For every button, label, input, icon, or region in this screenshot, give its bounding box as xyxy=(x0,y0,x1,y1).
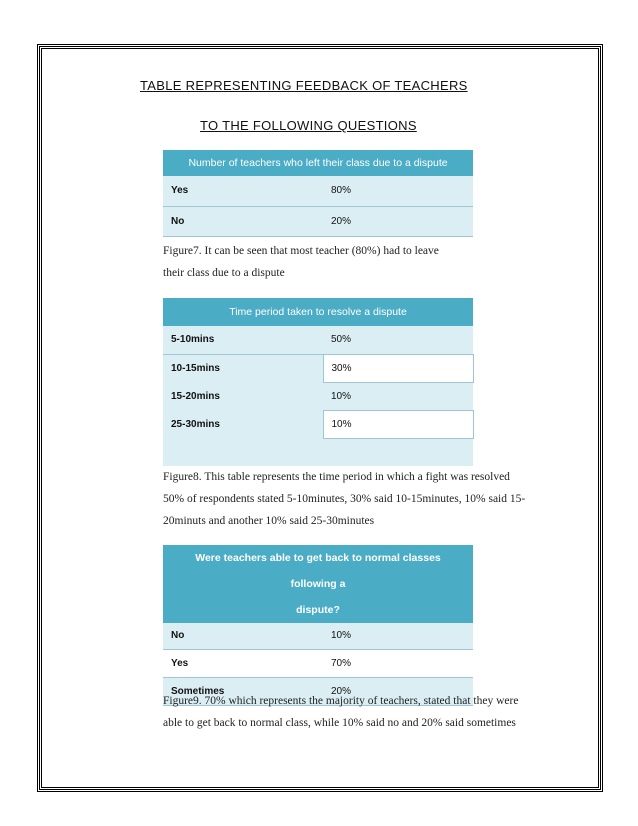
caption-line: Figure9. 70% which represents the majority of teachers, stated that they were xyxy=(163,695,519,707)
row-value: 30% xyxy=(323,354,473,382)
table-row-empty xyxy=(163,438,473,466)
row-label: 5-10mins xyxy=(163,326,323,354)
table-back-to-normal-classes xyxy=(163,545,473,706)
row-label: Yes xyxy=(163,176,323,206)
table-row xyxy=(163,176,473,206)
table-row xyxy=(163,382,473,410)
row-value: 10% xyxy=(323,623,473,649)
row-label: 15-20mins xyxy=(163,382,323,410)
row-label: Sometimes xyxy=(163,677,323,705)
row-value: 80% xyxy=(323,176,473,206)
caption-line: their class due to a dispute xyxy=(163,267,285,279)
row-value: 70% xyxy=(323,649,473,677)
table-row xyxy=(163,623,473,649)
table-header: Time period taken to resolve a dispute xyxy=(163,298,473,326)
row-label: 10-15mins xyxy=(163,354,323,382)
row-label: 25-30mins xyxy=(163,410,323,438)
table-row xyxy=(163,206,473,236)
heading-line-2: TO THE FOLLOWING QUESTIONS xyxy=(200,118,417,133)
table-row xyxy=(163,326,473,354)
table-header: Number of teachers who left their class due to a dispute xyxy=(163,150,473,176)
caption-line: 50% of respondents stated 5-10minutes, 30% said 10-15minutes, 10% said 15- xyxy=(163,493,526,505)
row-value: 10% xyxy=(323,410,473,438)
caption-line: 20minuts and another 10% said 25-30minutes xyxy=(163,515,375,527)
header-line: Were teachers able to get back to normal classes following a xyxy=(195,552,441,590)
table-row xyxy=(163,410,473,438)
table-teachers-left-class xyxy=(163,150,473,237)
caption-line: Figure8. This table represents the time period in which a fight was resolved xyxy=(163,471,510,483)
table-header xyxy=(163,545,473,623)
caption-line: able to get back to normal class, while 10% said no and 20% said sometimes xyxy=(163,717,516,729)
row-label: Yes xyxy=(163,649,323,677)
row-value: 20% xyxy=(323,677,473,705)
figure-9-caption xyxy=(163,690,573,734)
row-value: 50% xyxy=(323,326,473,354)
caption-line: Figure7. It can be seen that most teacher (80%) had to leave xyxy=(163,245,439,257)
table-row xyxy=(163,354,473,382)
figure-8-caption xyxy=(163,466,573,532)
row-value: 10% xyxy=(323,382,473,410)
row-label: No xyxy=(163,206,323,236)
heading-line-1: TABLE REPRESENTING FEEDBACK OF TEACHERS xyxy=(140,78,468,93)
row-label: No xyxy=(163,623,323,649)
figure-7-caption xyxy=(163,240,573,284)
row-value: 20% xyxy=(323,206,473,236)
table-row xyxy=(163,649,473,677)
header-line: dispute? xyxy=(296,604,340,616)
table-time-to-resolve xyxy=(163,298,474,466)
